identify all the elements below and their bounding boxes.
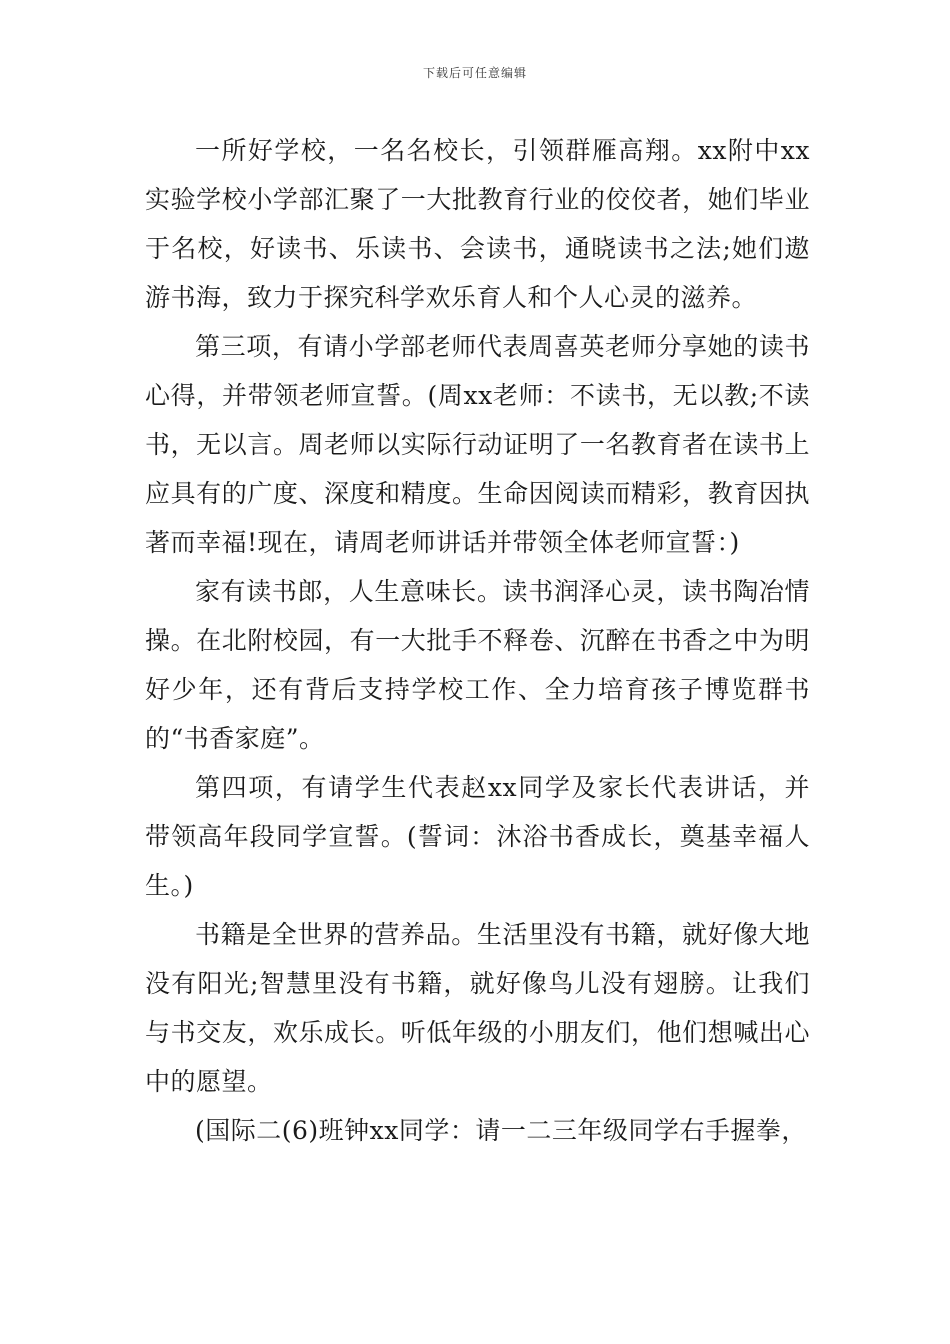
paragraph-3: 家有读书郎，人生意味长。读书润泽心灵，读书陶冶情操。在北附校园，有一大批手不释卷、沉醉在书香之中为明好少年，还有背后支持学校工作、全力培育孩子博览群书的“书香家庭”。 [145,577,810,753]
paragraph-6: (国际二(6)班钟xx同学：请一二三年级同学右手握拳， [195,1116,807,1145]
page-header: 下载后可任意编辑 [422,66,527,80]
paragraph-5: 书籍是全世界的营养品。生活里没有书籍，就好像大地没有阳光;智慧里没有书籍，就好像鸟儿没有翅膀。让我们与书交友，欢乐成长。听低年级的小朋友们，他们想喊出心中的愿望。 [145,920,810,1096]
paragraph-4: 第四项，有请学生代表赵xx同学及家长代表讲话，并带领高年段同学宣誓。(誓词：沐浴书香成长，奠基幸福人生。) [145,773,810,900]
document-body [145,126,810,1155]
paragraph-1: 一所好学校，一名名校长，引领群雁高翔。xx附中xx实验学校小学部汇聚了一大批教育行业的佼佼者，她们毕业于名校，好读书、乐读书、会读书，通晓读书之法;她们遨游书海，致力于探究科学欢乐育人和个人心灵的滋养。 [145,136,810,312]
paragraph-2: 第三项，有请小学部老师代表周喜英老师分享她的读书心得，并带领老师宣誓。(周xx老师：不读书，无以教;不读书，无以言。周老师以实际行动证明了一名教育者在读书上应具有的广度、深度和精度。生命因阅读而精彩，教育因执著而幸福!现在，请周老师讲话并带领全体老师宣誓：) [145,332,810,557]
